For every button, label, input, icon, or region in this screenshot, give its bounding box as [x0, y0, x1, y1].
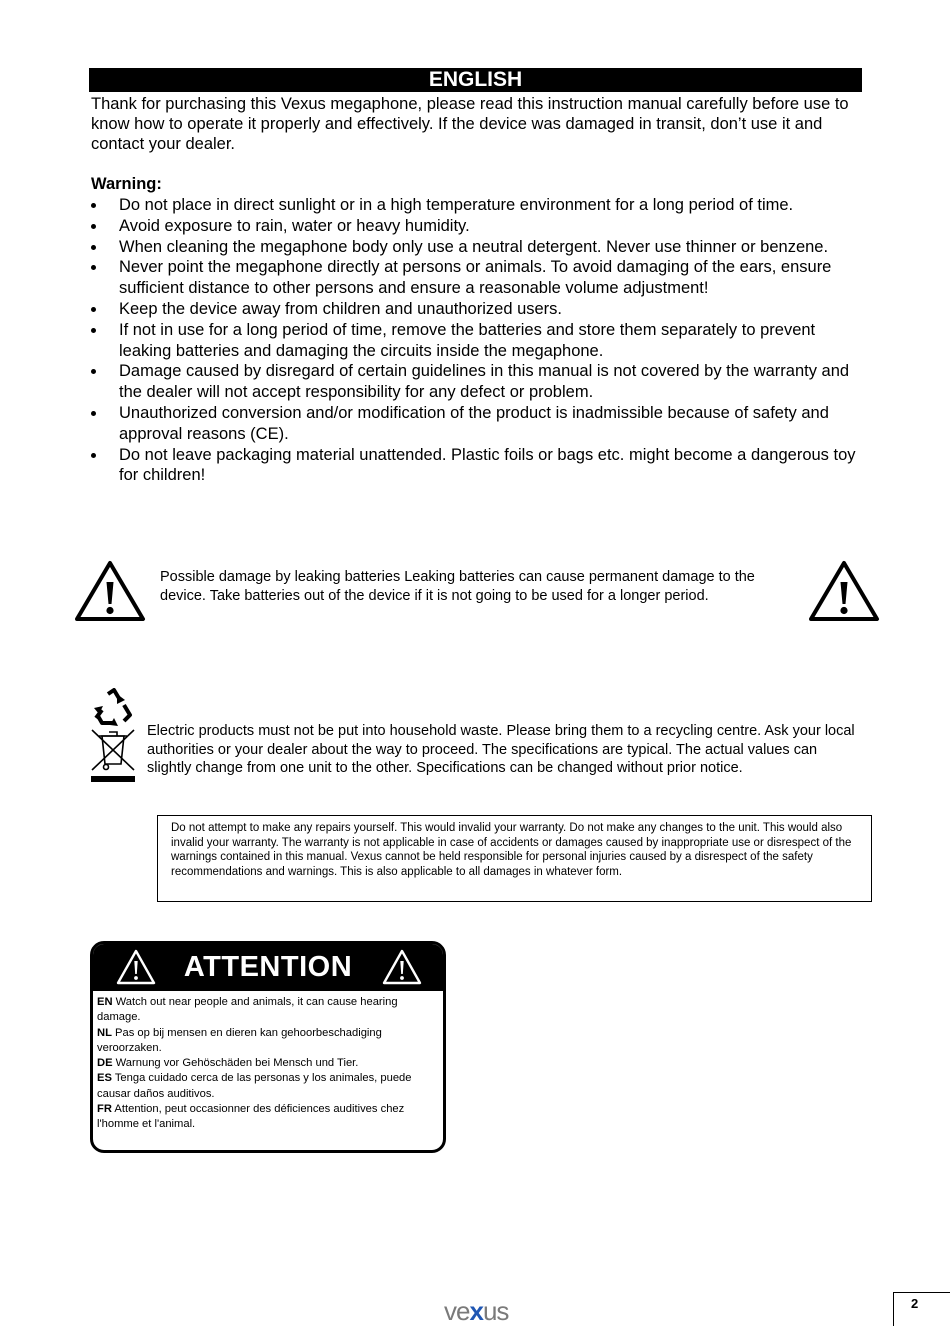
bullet-icon	[91, 203, 96, 208]
bullet-icon	[91, 265, 96, 270]
list-item-text: Do not leave packaging material unattended. Plastic foils or bags etc. might become a dangerous toy for children!	[119, 445, 856, 485]
warning-triangle-icon	[74, 560, 146, 622]
warning-triangle-icon	[381, 948, 423, 986]
page-number-rule	[893, 1292, 894, 1326]
attention-title: ATTENTION	[183, 951, 353, 983]
attention-line-es: ES Tenga cuidado cerca de las personas y los animales, puede causar daños auditivos.	[97, 1072, 412, 1100]
list-item	[91, 195, 861, 216]
list-item	[91, 445, 861, 487]
list-item-text: Do not place in direct sunlight or in a high temperature environment for a long period of time.	[119, 196, 794, 214]
page-number: 2	[911, 1296, 919, 1311]
battery-notice: Possible damage by leaking batteries Leaking batteries can cause permanent damage to the device. Take batteries out of the device if it is not going to be used for a longer period.	[160, 569, 755, 604]
bullet-icon	[91, 307, 96, 312]
warning-triangle-icon	[808, 560, 880, 622]
list-item-text: Avoid exposure to rain, water or heavy humidity.	[119, 216, 470, 235]
vexus-logo: vexus	[444, 1296, 509, 1326]
bullet-icon	[91, 245, 96, 250]
list-item	[91, 237, 861, 258]
list-item-text: Damage caused by disregard of certain guidelines in this manual is not covered by the warranty and the dealer will not accept responsibility for any defect or problem.	[119, 362, 850, 402]
list-item	[91, 403, 861, 445]
section-title: ENGLISH	[89, 68, 862, 92]
list-item	[91, 361, 861, 403]
bullet-icon	[91, 411, 96, 416]
recycle-icon	[88, 688, 138, 728]
attention-line-de: DE Warnung vor Gehöschäden bei Mensch und Tier.	[97, 1057, 359, 1070]
list-item-text: When cleaning the megaphone body only use a neutral detergent. Never use thinner or benzene.	[119, 237, 829, 256]
list-item-text: Unauthorized conversion and/or modification of the product is inadmissible because of safety and approval reasons (CE).	[119, 403, 829, 443]
attention-line-nl: NL Pas op bij mensen en dieren kan gehoorbeschadiging veroorzaken.	[97, 1026, 382, 1054]
intro-paragraph: Thank for purchasing this Vexus megaphone, please read this instruction manual carefully before use to know how to operate it properly and effectively. If the device was damaged in transit, don’t use it and contact your dealer.	[91, 95, 849, 153]
weee-notice: Electric products must not be put into household waste. Please bring them to a recycling centre. Ask your local authorities or your dealer about the way to proceed. The specifications are typical. The actual values can slightly change from one unit to the other. Specifications can be changed without prior notice.	[147, 723, 855, 777]
attention-line-en: EN Watch out near people and animals, it can cause hearing damage.	[97, 996, 398, 1024]
repair-notice-box	[157, 815, 872, 902]
warning-list	[91, 195, 861, 486]
repair-notice: Do not attempt to make any repairs yourself. This would invalid your warranty. Do not make any changes to the unit. This would also invalid your warranty. The warranty is not applicable in case of accidents or damages caused by inappropriate use or disrespect of the warnings contained in this manual. Vexus cannot be held responsible for personal injuries caused by a disrespect of the safety recommendations and warnings. This is also applicable to all damages in whatever form.	[171, 822, 852, 878]
bullet-icon	[91, 369, 96, 374]
bullet-icon	[91, 224, 96, 229]
list-item	[91, 257, 861, 299]
recycling-symbols	[88, 688, 138, 788]
attention-header	[93, 944, 443, 991]
list-item	[91, 299, 861, 320]
warning-heading: Warning:	[91, 175, 162, 193]
page-number-rule	[893, 1292, 950, 1293]
bullet-icon	[91, 328, 96, 333]
list-item	[91, 320, 861, 362]
list-item	[91, 216, 861, 237]
attention-text	[97, 995, 437, 1133]
list-item-text: Keep the device away from children and unauthorized users.	[119, 299, 563, 318]
crossed-bin-icon	[88, 728, 138, 786]
list-item-text: Never point the megaphone directly at persons or animals. To avoid damaging of the ears, ensure sufficient distance to other persons and ensure a reasonable volume adjustment!	[119, 258, 832, 298]
attention-label	[90, 941, 446, 1153]
attention-line-fr: FR Attention, peut occasionner des déficiences auditives chez l'homme et l'animal.	[97, 1103, 405, 1131]
bullet-icon	[91, 453, 96, 458]
list-item-text: If not in use for a long period of time, remove the batteries and store them separately to prevent leaking batteries and damaging the circuits inside the megaphone.	[119, 320, 816, 360]
